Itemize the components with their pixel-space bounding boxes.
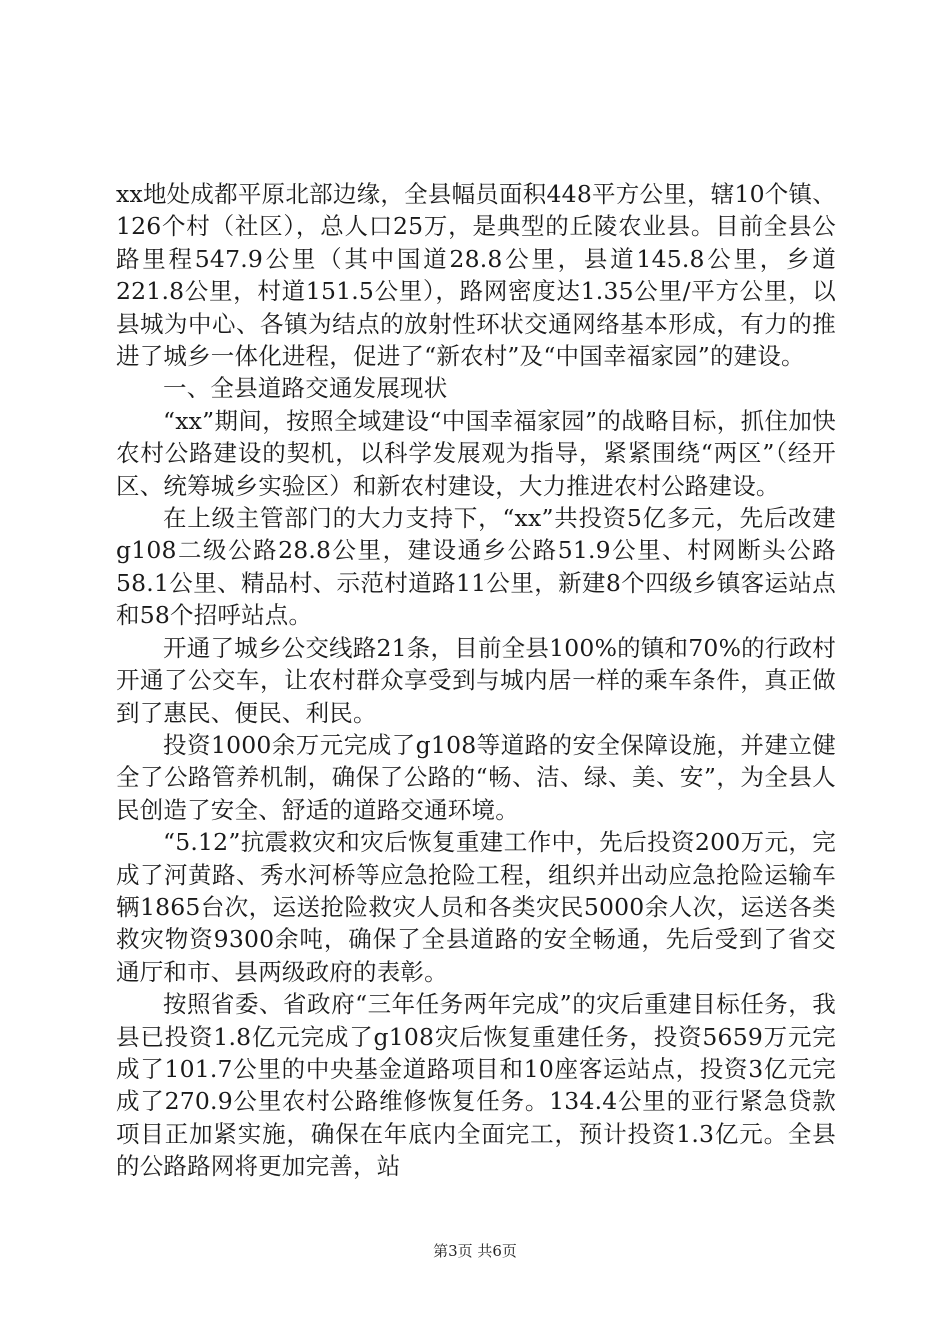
paragraph-earthquake-relief: “5.12”抗震救灾和灾后恢复重建工作中，先后投资200万元，完成了河黄路、秀水河桥等应急抢险工程，组织并出动应急抢险运输车辆1865台次，运送抢险救灾人员和各类灾民5000余人次，运送各类救灾物资9300余吨，确保了全县道路的安全畅通，先后受到了省交通厅和市、县两级政府的表彰。 bbox=[116, 828, 836, 986]
paragraph-bus-lines: 开通了城乡公交线路21条，目前全县100%的镇和70%的行政村开通了公交车，让农村群众享受到与城内居一样的乘车条件，真正做到了惠民、便民、利民。 bbox=[116, 633, 836, 727]
paragraph-strategy: “xx”期间，按照全域建设“中国幸福家园”的战略目标，抓住加快农村公路建设的契机，以科学发展观为指导，紧紧围绕“两区”（经开区、统筹城乡实验区）和新农村建设，大力推进农村公路建设。 bbox=[116, 406, 836, 500]
paragraph-overview: xx地处成都平原北部边缘，全县幅员面积448平方公里，辖10个镇、126个村（社区），总人口25万，是典型的丘陵农业县。目前全县公路里程547.9公里（其中国道28.8公里，县道145.8公里，乡道221.8公里，村道151.5公里），路网密度达1.35公里/平方公里，以县城为中心、各镇为结点的放射性环状交通网络基本形成，有力的推进了城乡一体化进程，促进了“新农村”及“中国幸福家园”的建设。 bbox=[116, 180, 836, 371]
section-heading-status: 一、全县道路交通发展现状 bbox=[163, 374, 448, 403]
document-body bbox=[116, 178, 836, 1183]
paragraph-reconstruction: 按照省委、省政府“三年任务两年完成”的灾后重建目标任务，我县已投资1.8亿元完成了g108灾后恢复重建任务，投资5659万元完成了101.7公里的中央基金道路项目和10座客运站点，投资3亿元完成了270.9公里农村公路维修恢复任务。134.4公里的亚行紧急贷款项目正加紧实施，确保在年底内全面完工，预计投资1.3亿元。全县的公路路网将更加完善，站 bbox=[116, 990, 836, 1181]
paragraph-safety: 投资1000余万元完成了g108等道路的安全保障设施，并建立健全了公路管养机制，确保了公路的“畅、洁、绿、美、安”，为全县人民创造了安全、舒适的道路交通环境。 bbox=[116, 730, 836, 824]
page-number-footer: 第3页 共6页 bbox=[433, 1242, 517, 1260]
paragraph-investment: 在上级主管部门的大力支持下，“xx”共投资5亿多元，先后改建g108二级公路28.8公里，建设通乡公路51.9公里、村网断头公路58.1公里、精品村、示范村道路11公里，新建8个四级乡镇客运站点和58个招呼站点。 bbox=[116, 504, 836, 630]
